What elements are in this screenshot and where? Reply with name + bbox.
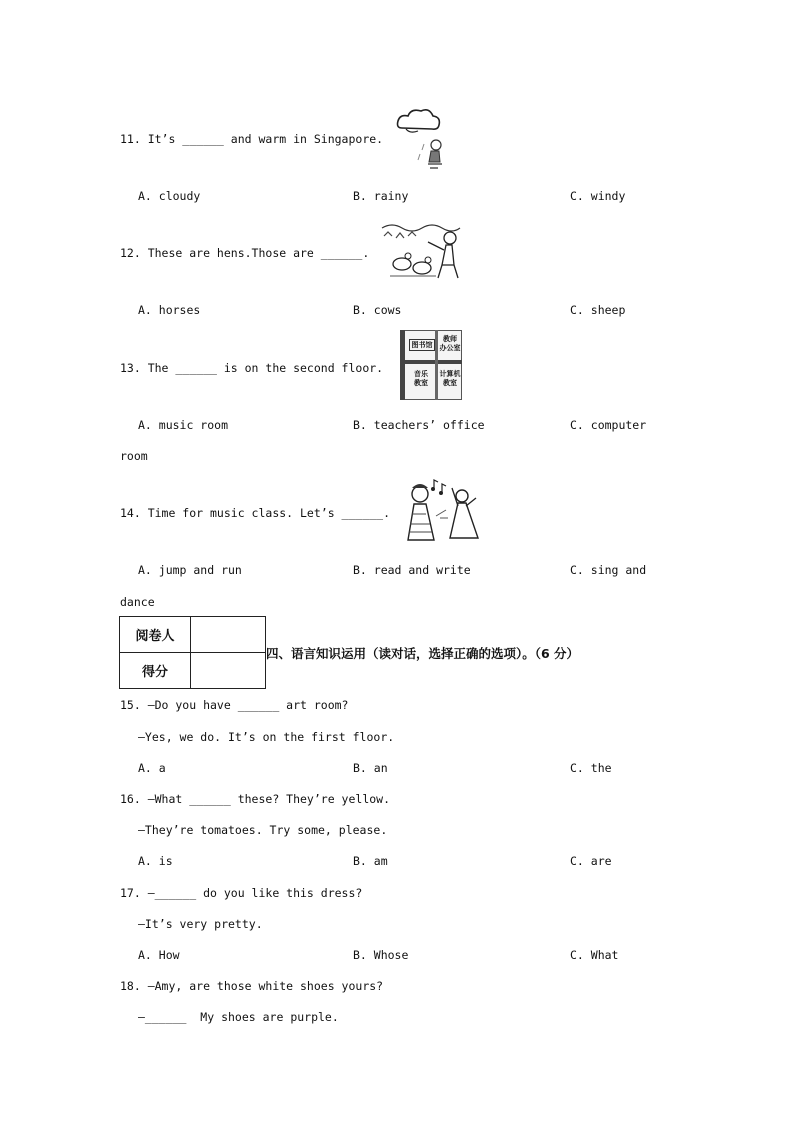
- q18-text: 18. —Amy, are those white shoes yours?: [120, 979, 384, 993]
- q17-option-c: C. What: [570, 948, 619, 962]
- sign-music-line2: 教室: [414, 379, 428, 387]
- sign-computer-line1: 计算机: [439, 370, 461, 378]
- q17-text: 17. —______ do you like this dress?: [120, 886, 363, 900]
- q12-option-a: A. horses: [138, 303, 201, 317]
- q11-text: 11. It’s ______ and warm in Singapore.: [120, 132, 384, 146]
- singing-dancing-picture: [402, 478, 480, 546]
- q15-text: 15. —Do you have ______ art room?: [120, 698, 349, 712]
- reviewer-cell: [191, 617, 266, 653]
- q12-option-b: B. cows: [353, 303, 402, 317]
- q13-option-b: B. teachers’ office: [353, 418, 485, 432]
- sign-teachers-line1: 教师: [443, 335, 457, 343]
- q15-reply: —Yes, we do. It’s on the first floor.: [138, 730, 395, 744]
- q12-text: 12. These are hens.Those are ______.: [120, 246, 370, 260]
- sign-library: 图书馆: [409, 339, 435, 351]
- q15-option-b: B. an: [353, 761, 388, 775]
- q15-option-a: A. a: [138, 761, 166, 775]
- reviewer-label: 阅卷人: [120, 617, 191, 653]
- q16-option-a: A. is: [138, 854, 173, 868]
- q13-option-c-wrap: room: [120, 449, 148, 463]
- floor-sign-picture: [400, 330, 462, 400]
- q14-text: 14. Time for music class. Let’s ______.: [120, 506, 391, 520]
- score-table: [119, 616, 266, 689]
- q14-option-a: A. jump and run: [138, 563, 242, 577]
- q18-reply: —______ My shoes are purple.: [138, 1010, 339, 1024]
- q15-option-c: C. the: [570, 761, 612, 775]
- q16-text: 16. —What ______ these? They’re yellow.: [120, 792, 391, 806]
- q17-option-b: B. Whose: [353, 948, 409, 962]
- q12-option-c: C. sheep: [570, 303, 626, 317]
- section-4-heading: 四、语言知识运用（读对话，选择正确的选项）。（6 分）: [266, 646, 580, 661]
- q17-option-a: A. How: [138, 948, 180, 962]
- q16-reply: —They’re tomatoes. Try some, please.: [138, 823, 388, 837]
- q14-option-c: C. sing and: [570, 563, 647, 577]
- q11-option-c: C. windy: [570, 189, 626, 203]
- q16-option-b: B. am: [353, 854, 388, 868]
- q11-option-a: A. cloudy: [138, 189, 201, 203]
- q13-option-a: A. music room: [138, 418, 229, 432]
- q17-reply: —It’s very pretty.: [138, 917, 263, 931]
- q13-option-c: C. computer: [570, 418, 647, 432]
- score-cell: [191, 653, 266, 689]
- cloud-rain-picture: [394, 104, 442, 172]
- q14-option-b: B. read and write: [353, 563, 471, 577]
- sign-music-line1: 音乐: [414, 370, 428, 378]
- sign-computer-line2: 教室: [443, 379, 457, 387]
- sign-teachers-line2: 办公室: [439, 344, 461, 352]
- q11-option-b: B. rainy: [353, 189, 409, 203]
- q16-option-c: C. are: [570, 854, 612, 868]
- q14-option-c-wrap: dance: [120, 595, 155, 609]
- farm-animals-picture: [380, 220, 462, 282]
- score-label: 得分: [120, 653, 191, 689]
- q13-text: 13. The ______ is on the second floor.: [120, 361, 384, 375]
